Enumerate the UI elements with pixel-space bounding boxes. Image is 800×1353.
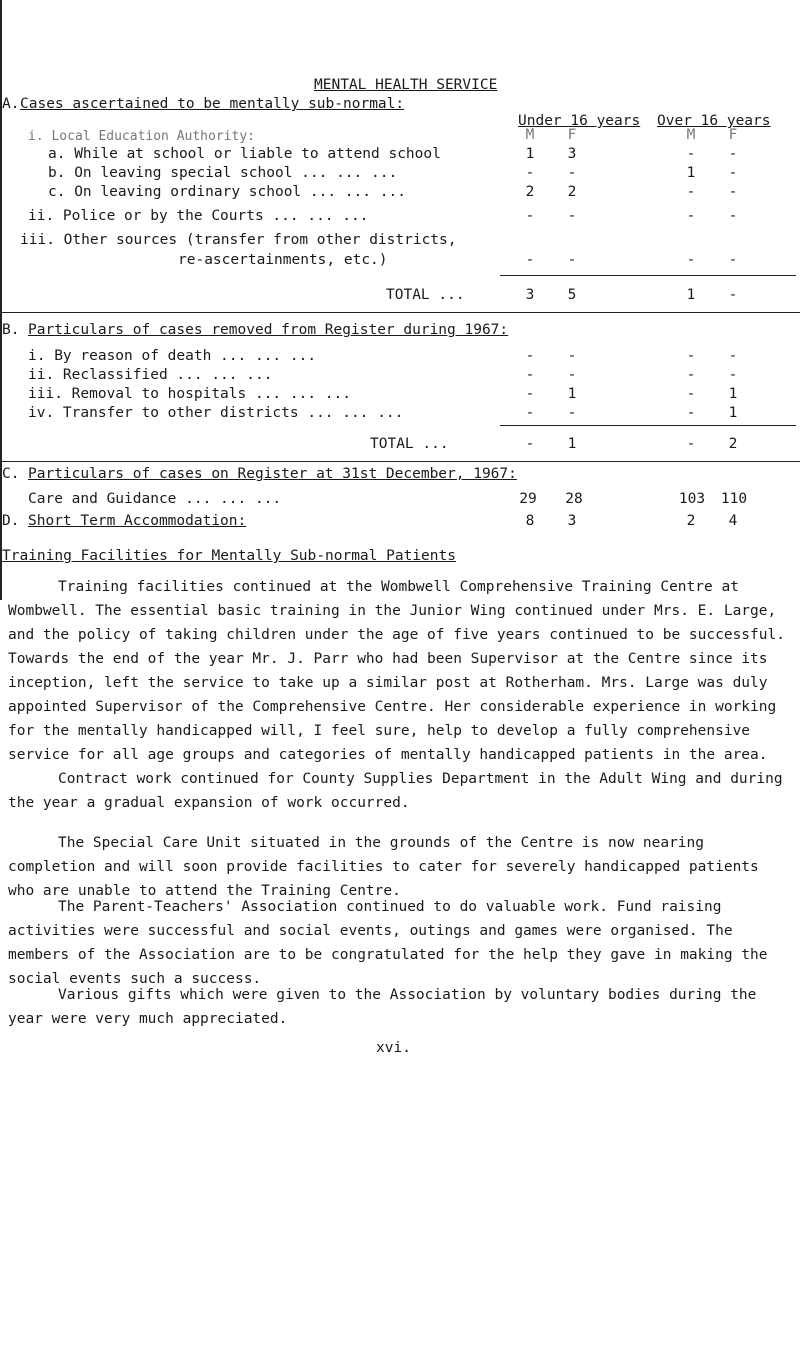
total-over-m: 1 bbox=[686, 287, 696, 303]
row-label: iii. Other sources (transfer from other districts, bbox=[20, 232, 457, 248]
section-rule bbox=[0, 312, 800, 313]
col-m: M bbox=[686, 127, 696, 143]
cell-over-f: - bbox=[728, 208, 738, 224]
paragraph: Contract work continued for County Supplies Department in the Adult Wing and during the year a gradual expansion of work occurred. bbox=[8, 771, 783, 811]
section-b-label: B. bbox=[2, 322, 20, 338]
cell-under-m: - bbox=[525, 165, 535, 181]
row-label: ii. Reclassified ... ... ... bbox=[28, 367, 273, 383]
total-over-f: - bbox=[728, 287, 738, 303]
total-rule bbox=[500, 275, 796, 276]
col-under-16: Under 16 years bbox=[518, 113, 641, 129]
row-label: c. On leaving ordinary school ... ... ... bbox=[48, 184, 406, 200]
section-a-label: A. bbox=[2, 96, 20, 112]
row-label: a. While at school or liable to attend school bbox=[48, 146, 441, 162]
item-i-label: i. Local Education Authority: bbox=[28, 129, 255, 144]
cell-under-f: 1 bbox=[567, 386, 577, 402]
cell-under-f: - bbox=[567, 348, 577, 364]
row-label: iii. Removal to hospitals ... ... ... bbox=[28, 386, 352, 402]
cell-under-f: 2 bbox=[567, 184, 577, 200]
paragraph: The Special Care Unit situated in the grounds of the Centre is now nearing completion and will soon provide facilities to cater for severely handicapped patients who are unable to attend the Training Centre. bbox=[8, 835, 759, 899]
cell-under-m: - bbox=[525, 252, 535, 268]
cell-over-m: - bbox=[686, 146, 696, 162]
cell-over-f: 110 bbox=[720, 491, 748, 507]
cell-under-f: 3 bbox=[567, 513, 577, 529]
total-over-f: 2 bbox=[728, 436, 738, 452]
row-label: iv. Transfer to other districts ... ... ... bbox=[28, 405, 404, 421]
total-under-f: 5 bbox=[567, 287, 577, 303]
cell-over-f: - bbox=[728, 252, 738, 268]
cell-over-m: - bbox=[686, 252, 696, 268]
cell-under-f: - bbox=[567, 165, 577, 181]
row-label: Care and Guidance ... ... ... bbox=[28, 491, 282, 507]
col-m: M bbox=[525, 127, 535, 143]
cell-under-f: - bbox=[567, 367, 577, 383]
cell-under-m: 29 bbox=[519, 491, 537, 507]
total-label: TOTAL ... bbox=[370, 436, 449, 452]
total-under-m: 3 bbox=[525, 287, 535, 303]
cell-under-m: 1 bbox=[525, 146, 535, 162]
cell-under-f: - bbox=[567, 252, 577, 268]
row-label-continued: re-ascertainments, etc.) bbox=[178, 252, 388, 268]
section-rule bbox=[0, 461, 800, 462]
col-f: F bbox=[567, 127, 577, 143]
cell-over-f: - bbox=[728, 367, 738, 383]
cell-over-m: - bbox=[686, 184, 696, 200]
cell-under-m: - bbox=[525, 405, 535, 421]
paragraph: Various gifts which were given to the Association by voluntary bodies during the year were very much appreciated. bbox=[8, 987, 757, 1027]
section-d-label: D. bbox=[2, 513, 20, 529]
section-b-heading: Particulars of cases removed from Register during 1967: bbox=[28, 322, 509, 338]
paragraph: The Parent-Teachers' Association continued to do valuable work. Fund raising activities were successful and social events, outings and games were organised. The members of the Association are to be congratulated for the help they gave in making the social events such a success. bbox=[8, 899, 768, 987]
total-under-f: 1 bbox=[567, 436, 577, 452]
cell-over-m: - bbox=[686, 208, 696, 224]
cell-over-m: 103 bbox=[678, 491, 706, 507]
section-c-heading: Particulars of cases on Register at 31st December, 1967: bbox=[28, 466, 517, 482]
total-under-m: - bbox=[525, 436, 535, 452]
cell-under-f: 3 bbox=[567, 146, 577, 162]
margin-line bbox=[0, 0, 2, 600]
cell-under-f: - bbox=[567, 208, 577, 224]
cell-under-m: - bbox=[525, 208, 535, 224]
cell-over-m: - bbox=[686, 386, 696, 402]
cell-under-m: - bbox=[525, 367, 535, 383]
total-over-m: - bbox=[686, 436, 696, 452]
cell-under-f: 28 bbox=[565, 491, 583, 507]
page-number: xvi. bbox=[376, 1040, 411, 1056]
cell-under-m: - bbox=[525, 386, 535, 402]
page-title: MENTAL HEALTH SERVICE bbox=[314, 77, 498, 93]
col-over-16: Over 16 years bbox=[657, 113, 771, 129]
row-label: b. On leaving special school ... ... ... bbox=[48, 165, 398, 181]
cell-under-m: - bbox=[525, 348, 535, 364]
section-c-label: C. bbox=[2, 466, 20, 482]
row-label: ii. Police or by the Courts ... ... ... bbox=[28, 208, 369, 224]
cell-over-f: - bbox=[728, 184, 738, 200]
total-label: TOTAL ... bbox=[386, 287, 465, 303]
section-d-heading: Short Term Accommodation: bbox=[28, 513, 247, 529]
cell-under-f: - bbox=[567, 405, 577, 421]
paragraph: Training facilities continued at the Wombwell Comprehensive Training Centre at Wombwell. The essential basic training in the Junior Wing continued under Mrs. E. Large, and the policy of taking children under the age of five years continued to be successful. Towards the end of the year Mr. J. Parr who had been Supervisor at the Centre since its inception, left the service to take up a similar post at Rotherham. Mrs. Large was duly appointed Supervisor of the Comprehensive Centre. Her considerable experience in working for the mentally handicapped will, I feel sure, help to develop a fully comprehensive service for all age groups and categories of mentally handicapped patients in the area. bbox=[8, 579, 785, 763]
cell-over-m: 2 bbox=[686, 513, 696, 529]
cell-over-f: 4 bbox=[728, 513, 738, 529]
section-a-heading: Cases ascertained to be mentally sub-normal: bbox=[20, 96, 405, 112]
total-rule bbox=[500, 425, 796, 426]
cell-over-f: - bbox=[728, 165, 738, 181]
col-f: F bbox=[728, 127, 738, 143]
cell-over-f: 1 bbox=[728, 386, 738, 402]
cell-under-m: 2 bbox=[525, 184, 535, 200]
cell-over-f: 1 bbox=[728, 405, 738, 421]
cell-over-f: - bbox=[728, 146, 738, 162]
cell-over-m: - bbox=[686, 348, 696, 364]
cell-over-f: - bbox=[728, 348, 738, 364]
cell-over-m: - bbox=[686, 367, 696, 383]
cell-over-m: - bbox=[686, 405, 696, 421]
cell-over-m: 1 bbox=[686, 165, 696, 181]
cell-under-m: 8 bbox=[525, 513, 535, 529]
row-label: i. By reason of death ... ... ... bbox=[28, 348, 317, 364]
training-heading: Training Facilities for Mentally Sub-normal Patients bbox=[2, 548, 456, 564]
